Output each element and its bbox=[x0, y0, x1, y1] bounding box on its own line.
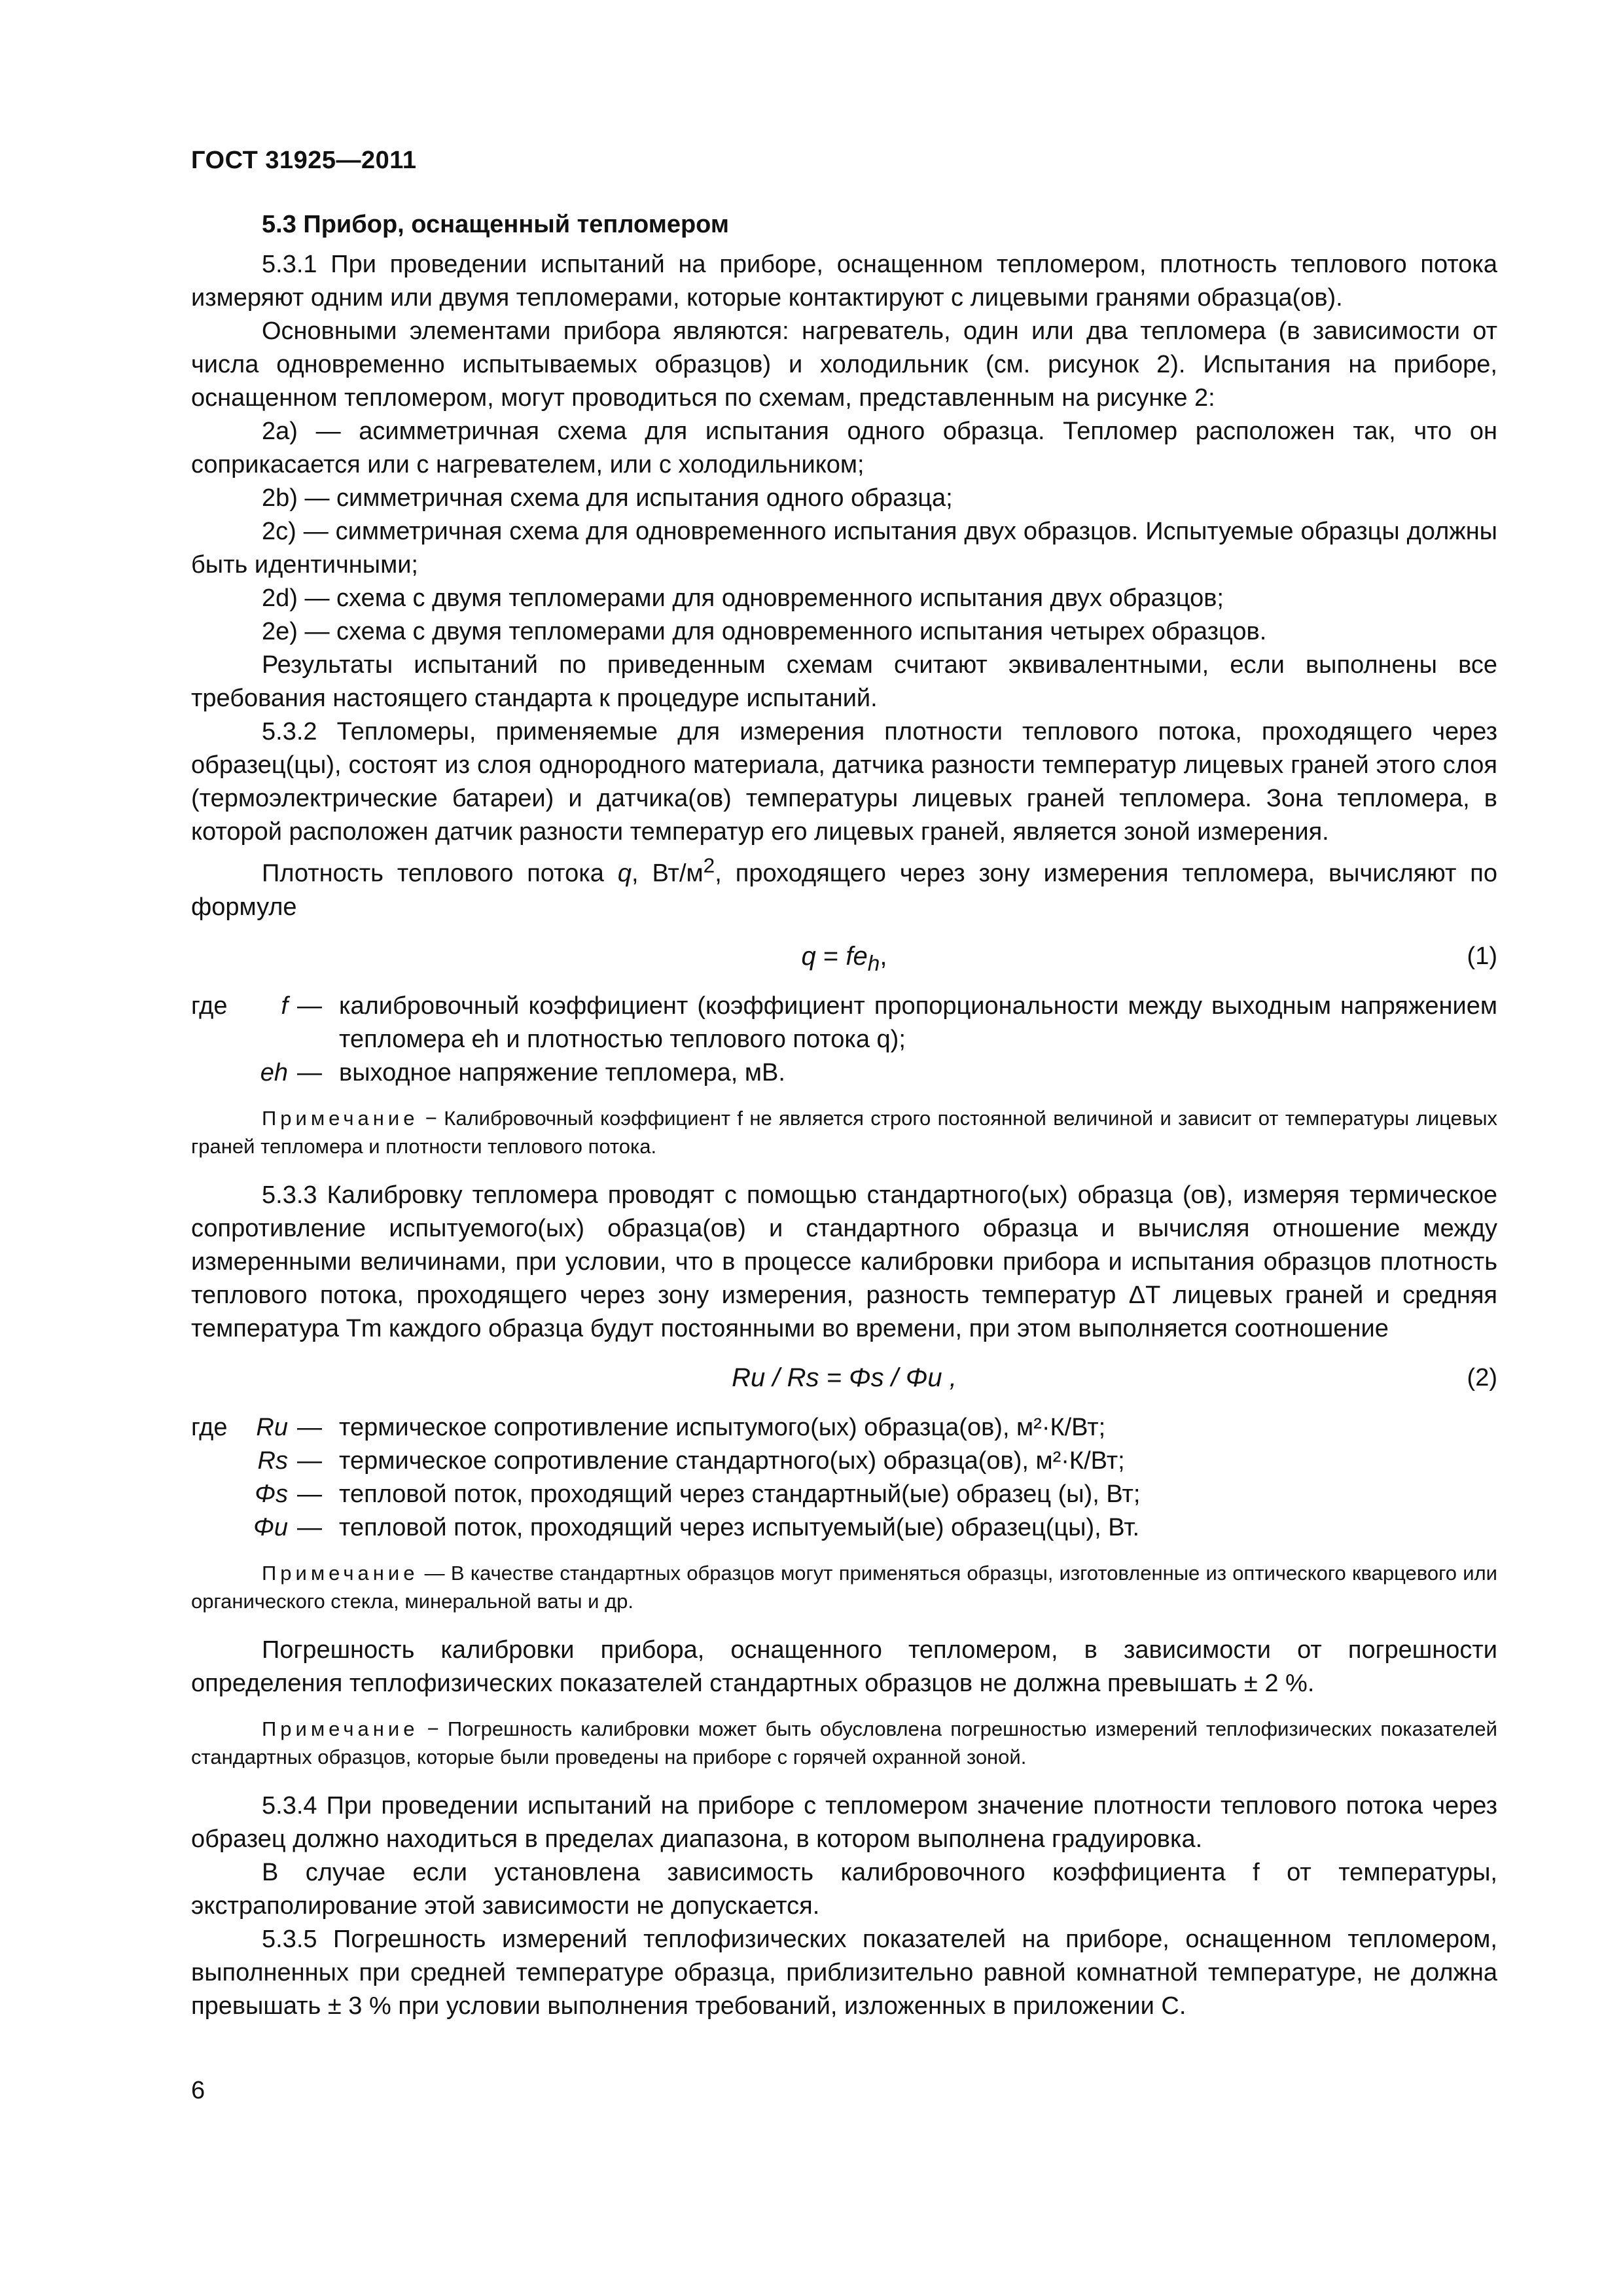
paragraph: Результаты испытаний по приведенным схемам считают эквивалентными, если выполнены все требования настоящего стандарта к процедуре испытаний. bbox=[191, 651, 1497, 712]
where-definition: тепловой поток, проходящий через испытуемый(ые) образец(цы), Вт. bbox=[339, 1513, 1140, 1541]
paragraph: 2a) — асимметричная схема для испытания одного образца. Тепломер расположен так, что он соприкасается или с нагревателем, или с холодильником; bbox=[191, 418, 1497, 478]
paragraph: 5.3.3 Калибровку тепломера проводят с помощью стандартного(ых) образца (ов), измеряя термическое сопротивление испытуемого(ых) образца(ов) и стандартного образца и вычисляя отношение между измеренными величинами, при условии, что в процессе калибровки прибора и испытания образцов плотность теплового потока, проходящего через зону измерения, разность температур ΔT лицевых граней и средняя температура Tm каждого образца будут постоянными во времени, при этом выполняется соотношение bbox=[191, 1181, 1497, 1342]
where-dash: — bbox=[297, 1446, 322, 1475]
where-symbol: eh bbox=[260, 1058, 288, 1086]
formula-operator: = bbox=[815, 941, 846, 971]
where-definition: выходное напряжение тепломера, мВ. bbox=[339, 1058, 785, 1086]
where-symbol: f bbox=[281, 992, 288, 1020]
paragraph: В случае если установлена зависимость калибровочного коэффициента f от температуры, экстраполирование этой зависимости не допускается. bbox=[191, 1858, 1497, 1920]
note-text: − Погрешность калибровки может быть обусловлена погрешностью измерений теплофизических показателей стандартных образцов, которые были проведены на приборе с горячей охранной зоной. bbox=[191, 1717, 1497, 1768]
where-lead: где bbox=[191, 992, 228, 1020]
formula-term: f bbox=[846, 941, 853, 971]
paragraph: 5.3.1 При проведении испытаний на приборе, оснащенном тепломером, плотность теплового потока измеряют одним или двумя тепломерами, которые контактируют с лицевыми гранями образца(ов). bbox=[191, 251, 1497, 312]
where-symbol: Rs bbox=[257, 1446, 288, 1475]
where-row bbox=[191, 1056, 1497, 1090]
paragraph: 2e) — схема с двумя тепломерами для одновременного испытания четырех образцов. bbox=[262, 618, 1267, 645]
note-text: − Калибровочный коэффициент f не является строго постоянной величиной и зависит от температуры лицевых граней тепломера и плотности теплового потока. bbox=[191, 1106, 1497, 1158]
where-lead: где bbox=[191, 1413, 228, 1441]
symbol-q: q bbox=[617, 859, 632, 888]
where-symbol: Φs bbox=[255, 1480, 288, 1508]
formula-subscript: h bbox=[867, 951, 880, 976]
paragraph: 5.3.5 Погрешность измерений теплофизических показателей на приборе, оснащенном тепломером, выполненных при средней температуре образца, приблизительно равной комнатной температуре, не должна превышать ± 3 % при условии выполнения требований, изложенных в приложении С. bbox=[191, 1925, 1497, 2020]
formula-2 bbox=[191, 1361, 1497, 1399]
formula-term: e bbox=[853, 941, 868, 971]
formula-1 bbox=[191, 940, 1497, 978]
paragraph: Погрешность калибровки прибора, оснащенного тепломером, в зависимости от погрешности определения теплофизических показателей стандартных образцов не должна превышать ± 2 %. bbox=[191, 1636, 1497, 1697]
where-row bbox=[191, 1444, 1497, 1478]
where-symbol: Ru bbox=[256, 1413, 288, 1441]
paragraph: 2b) — симметричная схема для испытания одного образца; bbox=[262, 484, 953, 512]
where-row bbox=[191, 990, 1497, 1056]
where-dash: — bbox=[297, 1058, 322, 1086]
where-dash: — bbox=[297, 1413, 322, 1441]
where-symbol: Φu bbox=[253, 1513, 288, 1541]
formula-punct: , bbox=[880, 941, 887, 971]
paragraph: 5.3.2 Тепломеры, применяемые для измерения плотности теплового потока, проходящего через образец(цы), состоят из слоя однородного материала, датчика разности температур лицевых граней этого слоя (термоэлектрические батареи) и датчика(ов) температуры лицевых граней тепломера. Зона тепломера, в которой расположен датчик разности температур его лицевых граней, является зоной измерения. bbox=[191, 718, 1497, 846]
page-number: 6 bbox=[191, 2077, 205, 2104]
where-definition: термическое сопротивление испытумого(ых) образца(ов), м²·К/Вт; bbox=[339, 1413, 1106, 1441]
where-row bbox=[191, 1478, 1497, 1511]
standard-designation: ГОСТ 31925—2011 bbox=[191, 147, 417, 174]
where-row bbox=[191, 1511, 1497, 1545]
where-definition: термическое сопротивление стандартного(ых) образца(ов), м²·К/Вт; bbox=[339, 1446, 1125, 1475]
where-row bbox=[191, 1411, 1497, 1444]
paragraph bbox=[191, 849, 1497, 924]
paragraph: Основными элементами прибора являются: нагреватель, один или два тепломера (в зависимости от числа одновременно испытываемых образцов) и холодильник (см. рисунок 2). Испытания на приборе, оснащенном тепломером, могут проводиться по схемам, представленным на рисунке 2: bbox=[191, 317, 1497, 412]
where-lead-empty bbox=[191, 1478, 246, 1511]
note-1 bbox=[191, 1104, 1497, 1160]
where-lead-empty bbox=[191, 1056, 246, 1090]
where-list-2 bbox=[191, 1411, 1497, 1545]
text-run: , Вт/м bbox=[631, 859, 704, 888]
page-content bbox=[191, 208, 1497, 2023]
where-dash: — bbox=[297, 1513, 322, 1541]
formula-expression: Ru / Rs = Φs / Φu , bbox=[732, 1363, 957, 1392]
section-heading: 5.3 Прибор, оснащенный тепломером bbox=[262, 211, 730, 238]
where-list-1 bbox=[191, 990, 1497, 1090]
note-label: Примечание bbox=[262, 1106, 419, 1130]
superscript: 2 bbox=[703, 853, 715, 877]
note-3 bbox=[191, 1715, 1497, 1771]
text-run: Плотность теплового потока bbox=[262, 859, 618, 888]
note-label: Примечание bbox=[262, 1561, 419, 1585]
where-definition: калибровочный коэффициент (коэффициент пропорциональности между выходным напряжением тепломера eh и плотностью теплового потока q); bbox=[339, 992, 1497, 1053]
where-lead-empty bbox=[191, 1511, 246, 1545]
where-definition: тепловой поток, проходящий через стандартный(ые) образец (ы), Вт; bbox=[339, 1480, 1141, 1508]
formula-expression bbox=[191, 940, 1497, 980]
where-lead-empty bbox=[191, 1444, 246, 1478]
formula-number: (1) bbox=[1467, 942, 1497, 970]
where-dash: — bbox=[297, 992, 322, 1020]
note-label: Примечание bbox=[262, 1717, 419, 1740]
paragraph: 2d) — схема с двумя тепломерами для одновременного испытания двух образцов; bbox=[262, 584, 1224, 612]
formula-term: q bbox=[801, 941, 816, 971]
where-dash: — bbox=[297, 1480, 322, 1508]
note-text: — В качестве стандартных образцов могут применяться образцы, изготовленные из оптического кварцевого или органического стекла, минеральной ваты и др. bbox=[191, 1561, 1497, 1613]
text-run: , проходящего через зону измерения тепломера, вычисляют по формуле bbox=[191, 859, 1497, 921]
note-2 bbox=[191, 1559, 1497, 1615]
paragraph: 5.3.4 При проведении испытаний на приборе с тепломером значение плотности теплового потока через образец должно находиться в пределах диапазона, в котором выполнена градуировка. bbox=[191, 1791, 1497, 1853]
paragraph: 2c) — симметричная схема для одновременного испытания двух образцов. Испытуемые образцы должны быть идентичными; bbox=[191, 518, 1497, 579]
formula-number: (2) bbox=[1467, 1363, 1497, 1391]
